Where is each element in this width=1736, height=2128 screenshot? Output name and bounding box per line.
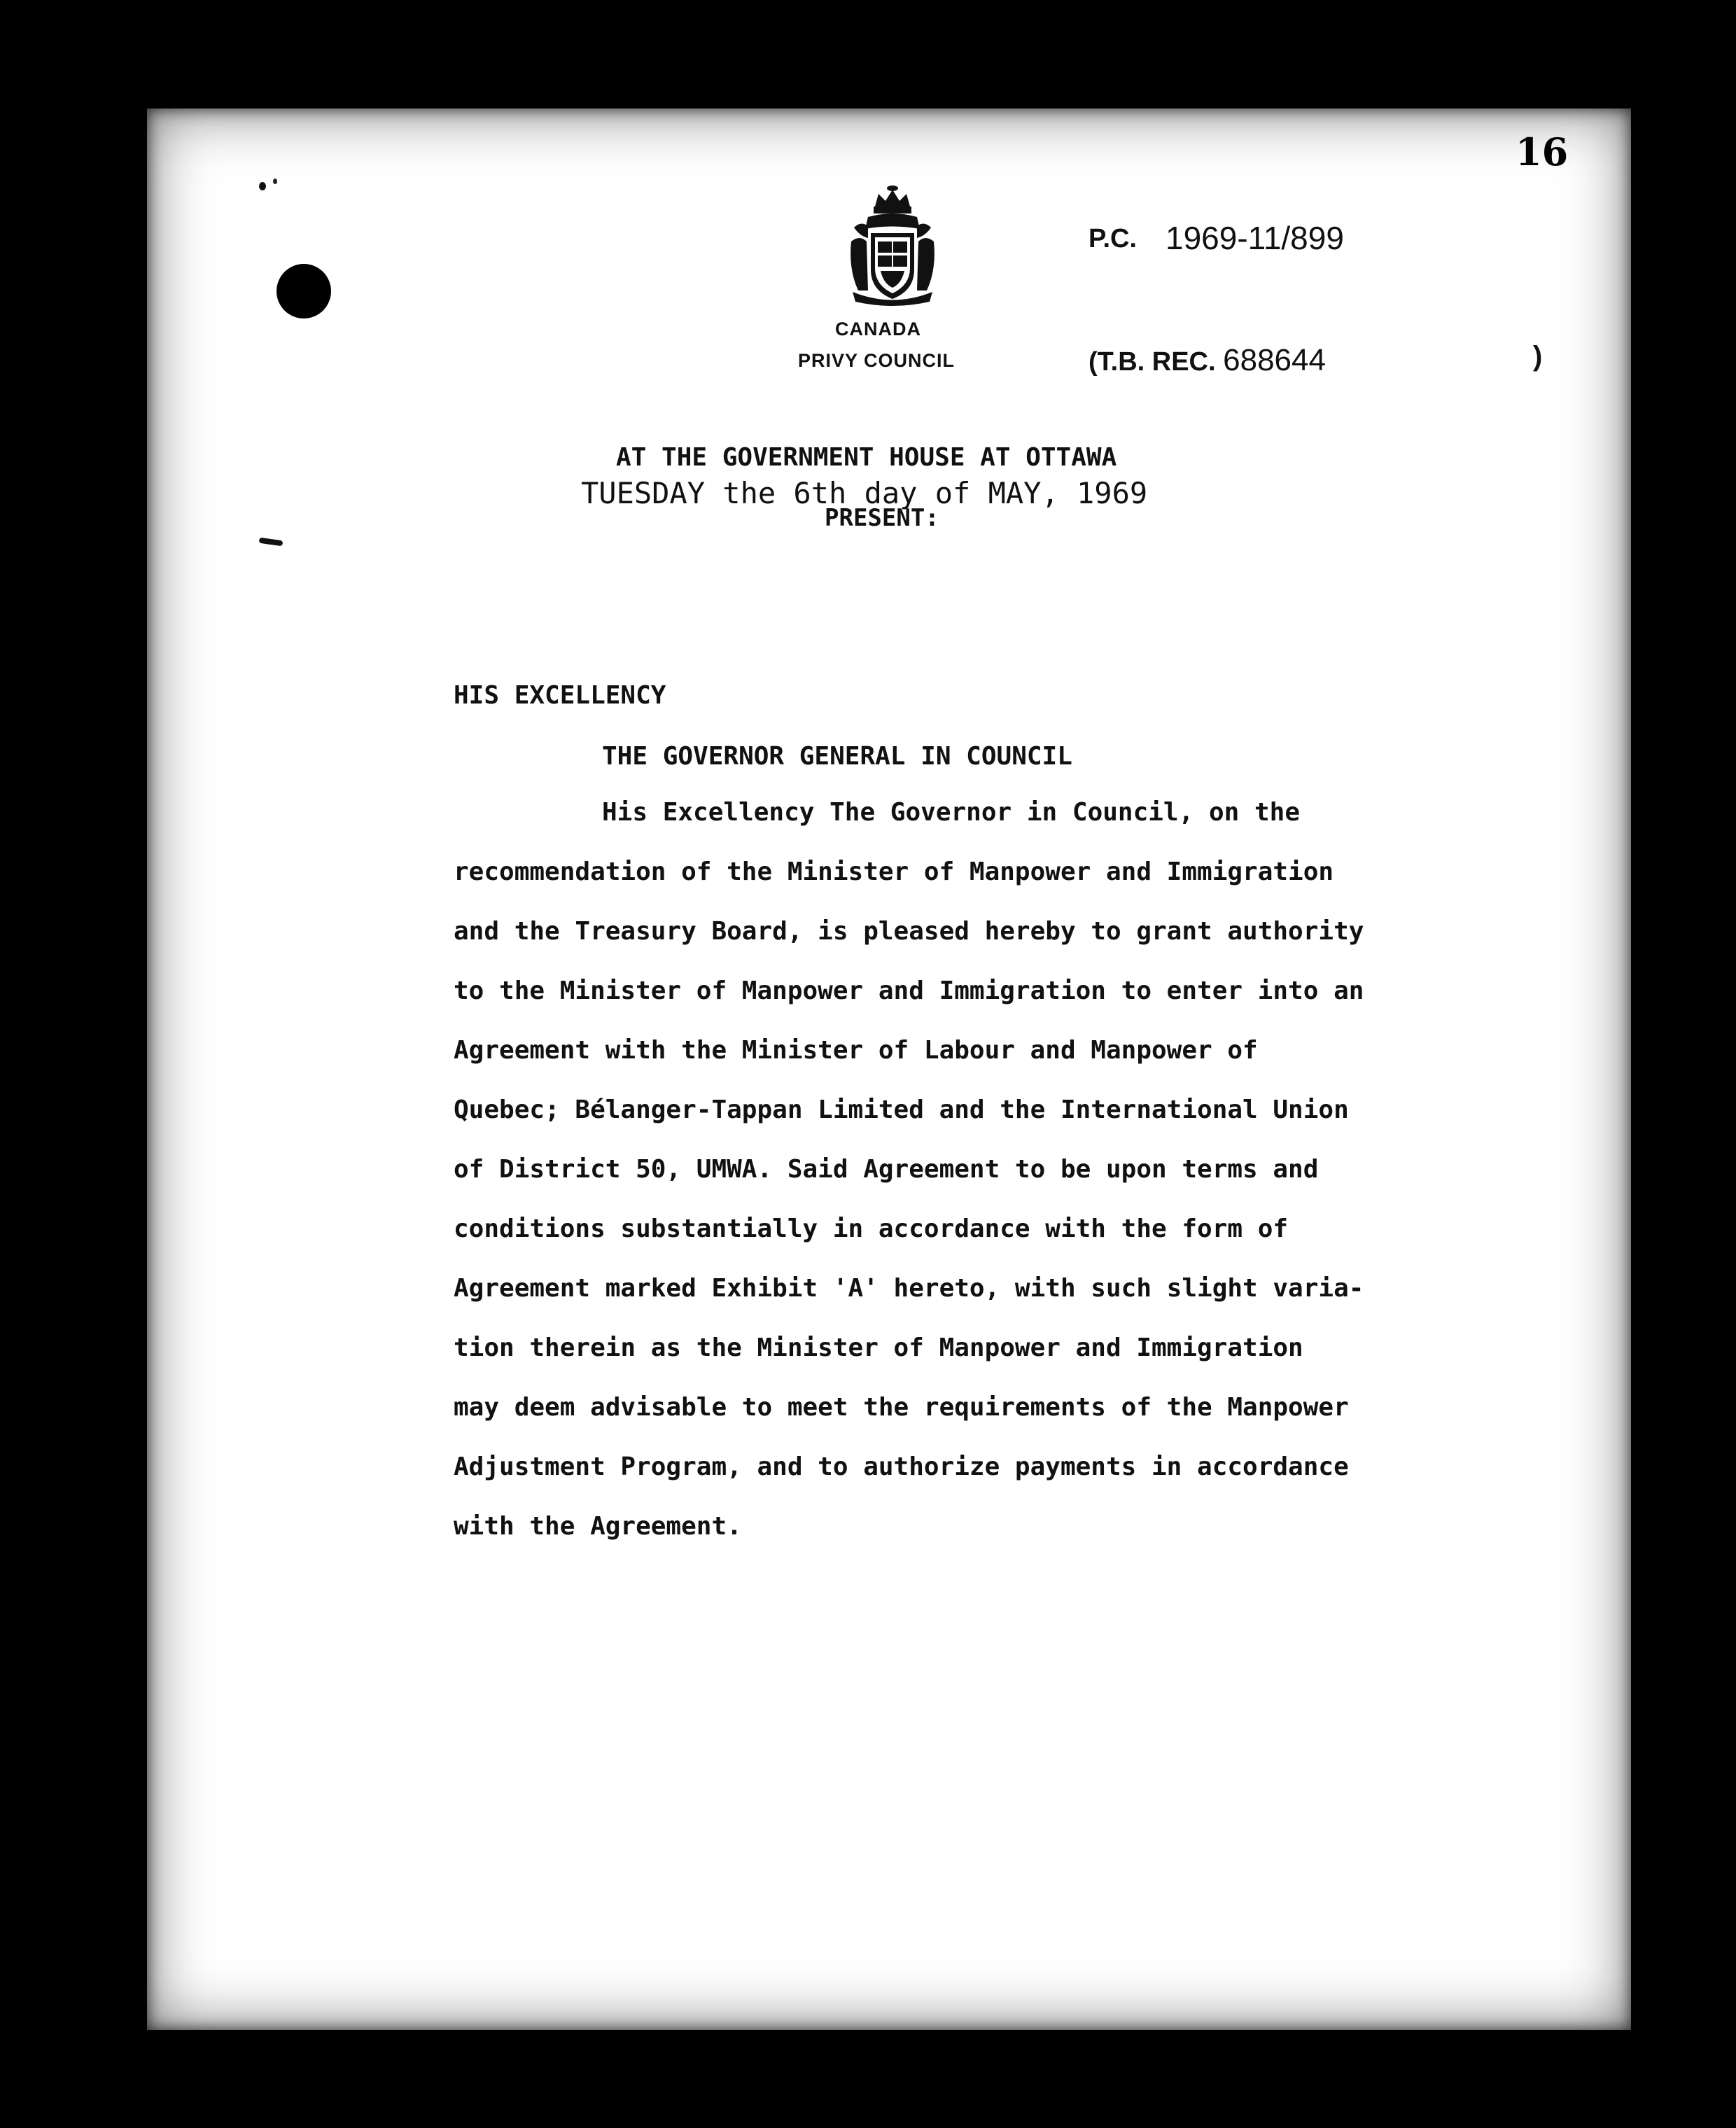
- tb-rec-close-bracket: ): [1533, 341, 1543, 372]
- scan-speck: [259, 538, 284, 547]
- pc-number: 1969-11/899: [1166, 220, 1344, 256]
- office-label: PRIVY COUNCIL: [798, 350, 955, 371]
- body-line: Adjustment Program, and to authorize payments in accordance: [454, 1452, 1349, 1481]
- page-number: 16: [1516, 130, 1569, 174]
- tb-rec-reference: [1088, 343, 1326, 378]
- body-line: conditions substantially in accordance with the form of: [454, 1214, 1289, 1243]
- heading-location: AT THE GOVERNMENT HOUSE AT OTTAWA: [616, 443, 1117, 472]
- paper-sheet: [147, 108, 1631, 2030]
- body-line: Agreement marked Exhibit 'A' hereto, with such slight varia-: [454, 1274, 1364, 1303]
- body-line: Agreement with the Minister of Labour and Manpower of: [454, 1036, 1258, 1065]
- heading-present: PRESENT:: [825, 504, 939, 532]
- country-label: CANADA: [835, 318, 921, 340]
- tb-rec-label: (T.B. REC.: [1088, 347, 1216, 377]
- body-line: of District 50, UMWA. Said Agreement to be upon terms and: [454, 1155, 1319, 1184]
- scan-speck: [259, 182, 266, 190]
- body-line: may deem advisable to meet the requirements of the Manpower: [454, 1393, 1349, 1422]
- heading-date: TUESDAY the 6th day of MAY, 1969: [581, 476, 1148, 510]
- tb-rec-number: 688644: [1223, 343, 1326, 377]
- body-line: to the Minister of Manpower and Immigration to enter into an: [454, 976, 1364, 1005]
- coat-of-arms-icon: [847, 186, 938, 308]
- body-line: Quebec; Bélanger-Tappan Limited and the International Union: [454, 1096, 1349, 1124]
- salutation-governor-general: THE GOVERNOR GENERAL IN COUNCIL: [602, 742, 1072, 771]
- body-line: His Excellency The Governor in Council, on the: [602, 798, 1300, 827]
- scan-speck: [273, 178, 277, 184]
- body-line: and the Treasury Board, is pleased hereby to grant authority: [454, 917, 1364, 946]
- pc-label: P.C.: [1088, 224, 1138, 253]
- hole-punch-mark: [276, 264, 331, 318]
- body-line: with the Agreement.: [454, 1512, 742, 1541]
- salutation-his-excellency: HIS EXCELLENCY: [454, 681, 666, 710]
- body-line: recommendation of the Minister of Manpower and Immigration: [454, 858, 1334, 886]
- body-line: tion therein as the Minister of Manpower and Immigration: [454, 1334, 1303, 1362]
